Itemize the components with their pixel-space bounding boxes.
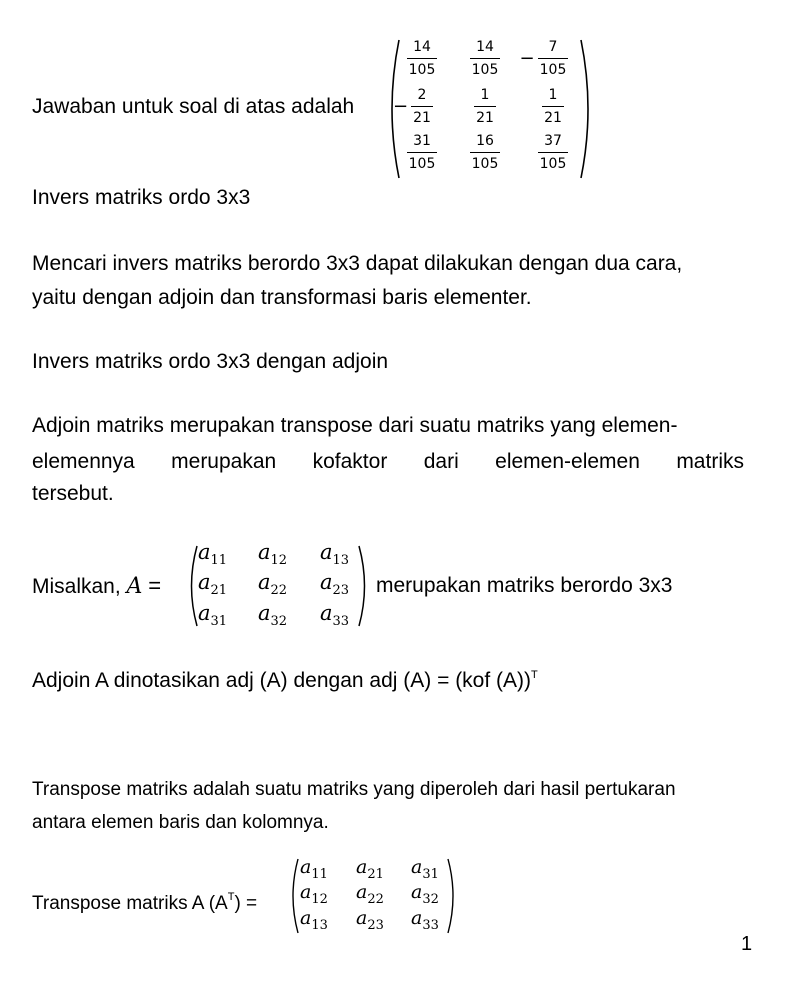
transpose-matrix-entry xyxy=(300,881,328,907)
fraction-denominator: 105 xyxy=(471,156,499,172)
transpose-matrix-entry-base: a xyxy=(356,907,368,929)
fraction-numerator: 1 xyxy=(548,87,558,103)
transpose-matrix-entry xyxy=(356,907,384,933)
word: elemen-elemen xyxy=(495,450,640,473)
example-matrix-entry-subscript: 33 xyxy=(332,614,350,629)
transpose-matrix-entry-subscript: 33 xyxy=(422,918,439,933)
transpose-matrix-right-paren xyxy=(445,857,460,935)
adjoin-notation xyxy=(32,663,538,693)
example-matrix-entry-subscript: 23 xyxy=(332,583,350,598)
fraction-denominator: 105 xyxy=(471,62,499,78)
transpose-matrix-entry xyxy=(356,881,384,907)
example-matrix-entry-base: a xyxy=(320,570,333,594)
example-matrix-entry-base: a xyxy=(320,540,333,564)
transpose-example-prefix: Transpose matriks A (A xyxy=(32,893,228,914)
transpose-example-suffix: ) = xyxy=(234,893,258,914)
transpose-matrix-left-paren xyxy=(286,857,301,935)
word: matriks xyxy=(676,450,744,473)
fraction xyxy=(411,86,433,127)
example-matrix-entry-base: a xyxy=(198,570,211,594)
example-matrix-entry xyxy=(320,570,349,598)
example-matrix-entry-subscript: 11 xyxy=(210,553,228,568)
fraction-bar xyxy=(407,58,438,59)
transpose-matrix-entry-subscript: 11 xyxy=(311,867,328,882)
fraction xyxy=(542,86,564,127)
fraction-numerator: 1 xyxy=(480,87,490,103)
example-matrix-entry-base: a xyxy=(198,601,211,625)
example-matrix-entry-subscript: 32 xyxy=(270,614,288,629)
fraction-bar xyxy=(474,106,496,107)
fraction-numerator: 7 xyxy=(548,39,558,55)
paragraph-adjoin xyxy=(32,414,744,506)
fraction-bar xyxy=(538,152,569,153)
transpose-matrix-entry-subscript: 31 xyxy=(422,867,439,882)
fraction xyxy=(407,132,438,173)
heading-inverse: Invers matriks ordo 3x3 xyxy=(32,186,251,209)
fraction-bar xyxy=(407,152,438,153)
transpose-matrix-entry-base: a xyxy=(300,881,312,903)
example-prefix-text: Misalkan, xyxy=(32,575,121,598)
adjoin-notation-superscript: T xyxy=(531,669,538,681)
example-matrix-entry-subscript: 12 xyxy=(270,553,288,568)
example-matrix-entry xyxy=(258,540,287,568)
adjoin-notation-text: Adjoin A dinotasikan adj (A) dengan adj (A) = (kof (A)) xyxy=(32,669,532,692)
example-matrix-entry-base: a xyxy=(258,601,271,625)
fraction-numerator: 14 xyxy=(413,39,431,55)
fraction-bar xyxy=(411,106,433,107)
example-matrix-entry-subscript: 22 xyxy=(270,583,288,598)
example-matrix-entry xyxy=(258,601,287,629)
fraction-numerator: 31 xyxy=(413,133,431,149)
example-matrix-entry-base: a xyxy=(320,601,333,625)
fraction xyxy=(538,38,569,79)
paragraph-adjoin-line1: Adjoin matriks merupakan transpose dari suatu matriks yang elemen- xyxy=(32,414,678,437)
fraction-denominator: 105 xyxy=(408,62,436,78)
example-equals: = xyxy=(148,573,162,598)
answer-matrix-cell xyxy=(542,86,564,127)
answer-matrix-cell xyxy=(407,38,438,79)
example-prefix xyxy=(32,574,161,599)
example-matrix-entry xyxy=(258,570,287,598)
transpose-example-superscript: T xyxy=(227,891,235,903)
transpose-matrix-entry xyxy=(300,907,328,933)
transpose-matrix-entry-subscript: 13 xyxy=(311,918,328,933)
transpose-example-label xyxy=(32,885,257,916)
example-suffix: merupakan matriks berordo 3x3 xyxy=(376,574,673,597)
word: merupakan xyxy=(171,450,277,473)
transpose-matrix-entry-base: a xyxy=(356,881,368,903)
example-matrix-entry xyxy=(198,540,227,568)
fraction-bar xyxy=(542,106,564,107)
example-matrix-entry-base: a xyxy=(258,570,271,594)
fraction-bar xyxy=(538,58,569,59)
example-matrix-entry xyxy=(198,570,227,598)
example-matrix-entry-subscript: 13 xyxy=(332,553,350,568)
fraction-denominator: 105 xyxy=(539,156,567,172)
fraction-numerator: 37 xyxy=(544,133,562,149)
word: elemennya xyxy=(32,450,135,473)
transpose-matrix-entry-subscript: 12 xyxy=(311,892,328,907)
example-matrix-entry-subscript: 21 xyxy=(210,583,228,598)
transpose-definition-line2: antara elemen baris dan kolomnya. xyxy=(32,812,329,833)
fraction xyxy=(470,132,501,173)
answer-matrix-cell xyxy=(470,132,501,173)
transpose-matrix-entry-subscript: 23 xyxy=(367,918,384,933)
transpose-matrix-entry-base: a xyxy=(411,856,423,878)
answer-intro-text: Jawaban untuk soal di atas adalah xyxy=(32,95,355,118)
fraction-denominator: 21 xyxy=(476,110,494,126)
transpose-definition-line1: Transpose matriks adalah suatu matriks yang diperoleh dari hasil pertukaran xyxy=(32,779,676,800)
heading-adjoin: Invers matriks ordo 3x3 dengan adjoin xyxy=(32,350,389,373)
minus-sign: − xyxy=(392,96,409,117)
transpose-matrix-entry-subscript: 21 xyxy=(367,867,384,882)
fraction xyxy=(407,38,438,79)
fraction-numerator: 16 xyxy=(476,133,494,149)
answer-matrix-cell xyxy=(407,132,438,173)
example-matrix-entry-base: a xyxy=(258,540,271,564)
example-matrix-entry xyxy=(320,601,349,629)
transpose-matrix-entry-base: a xyxy=(300,856,312,878)
fraction-bar xyxy=(470,152,501,153)
fraction-denominator: 105 xyxy=(408,156,436,172)
example-matrix-entry-base: a xyxy=(198,540,211,564)
fraction-bar xyxy=(470,58,501,59)
fraction xyxy=(470,38,501,79)
transpose-matrix-entry xyxy=(300,856,328,882)
fraction xyxy=(474,86,496,127)
fraction-denominator: 105 xyxy=(539,62,567,78)
transpose-matrix-entry-base: a xyxy=(411,907,423,929)
example-matrix-entry xyxy=(198,601,227,629)
answer-matrix-cell xyxy=(538,132,569,173)
fraction-denominator: 21 xyxy=(413,110,431,126)
transpose-matrix-entry xyxy=(411,881,439,907)
fraction-numerator: 2 xyxy=(417,87,427,103)
transpose-matrix-entry xyxy=(356,856,384,882)
paragraph-adjoin-line2 xyxy=(32,450,744,474)
transpose-matrix-entry-base: a xyxy=(300,907,312,929)
minus-sign: − xyxy=(519,48,535,69)
transpose-matrix-entry xyxy=(411,856,439,882)
answer-matrix-cell xyxy=(470,38,501,79)
paragraph-methods-line1: Mencari invers matriks berordo 3x3 dapat dilakukan dengan dua cara, xyxy=(32,252,683,275)
transpose-matrix-entry-subscript: 22 xyxy=(367,892,384,907)
answer-matrix-cell xyxy=(520,38,569,79)
transpose-matrix-entry xyxy=(411,907,439,933)
example-matrix-right-paren xyxy=(356,544,372,628)
answer-matrix-cell xyxy=(474,86,496,127)
fraction-numerator: 14 xyxy=(476,39,494,55)
example-matrix-var: A xyxy=(126,574,143,599)
page-number: 1 xyxy=(741,933,753,955)
fraction-denominator: 21 xyxy=(544,110,562,126)
transpose-matrix-entry-subscript: 32 xyxy=(422,892,439,907)
example-matrix-entry xyxy=(320,540,349,568)
example-matrix-entry-subscript: 31 xyxy=(210,614,228,629)
paragraph-methods-line2: yaitu dengan adjoin dan transformasi baris elementer. xyxy=(32,286,532,309)
word: kofaktor xyxy=(312,450,388,473)
answer-matrix-cell xyxy=(393,86,433,127)
fraction xyxy=(538,132,569,173)
transpose-matrix-entry-base: a xyxy=(356,856,368,878)
transpose-matrix-entry-base: a xyxy=(411,881,423,903)
word: dari xyxy=(423,450,459,473)
paragraph-adjoin-line3: tersebut. xyxy=(32,482,114,505)
answer-matrix-right-paren xyxy=(578,38,598,180)
